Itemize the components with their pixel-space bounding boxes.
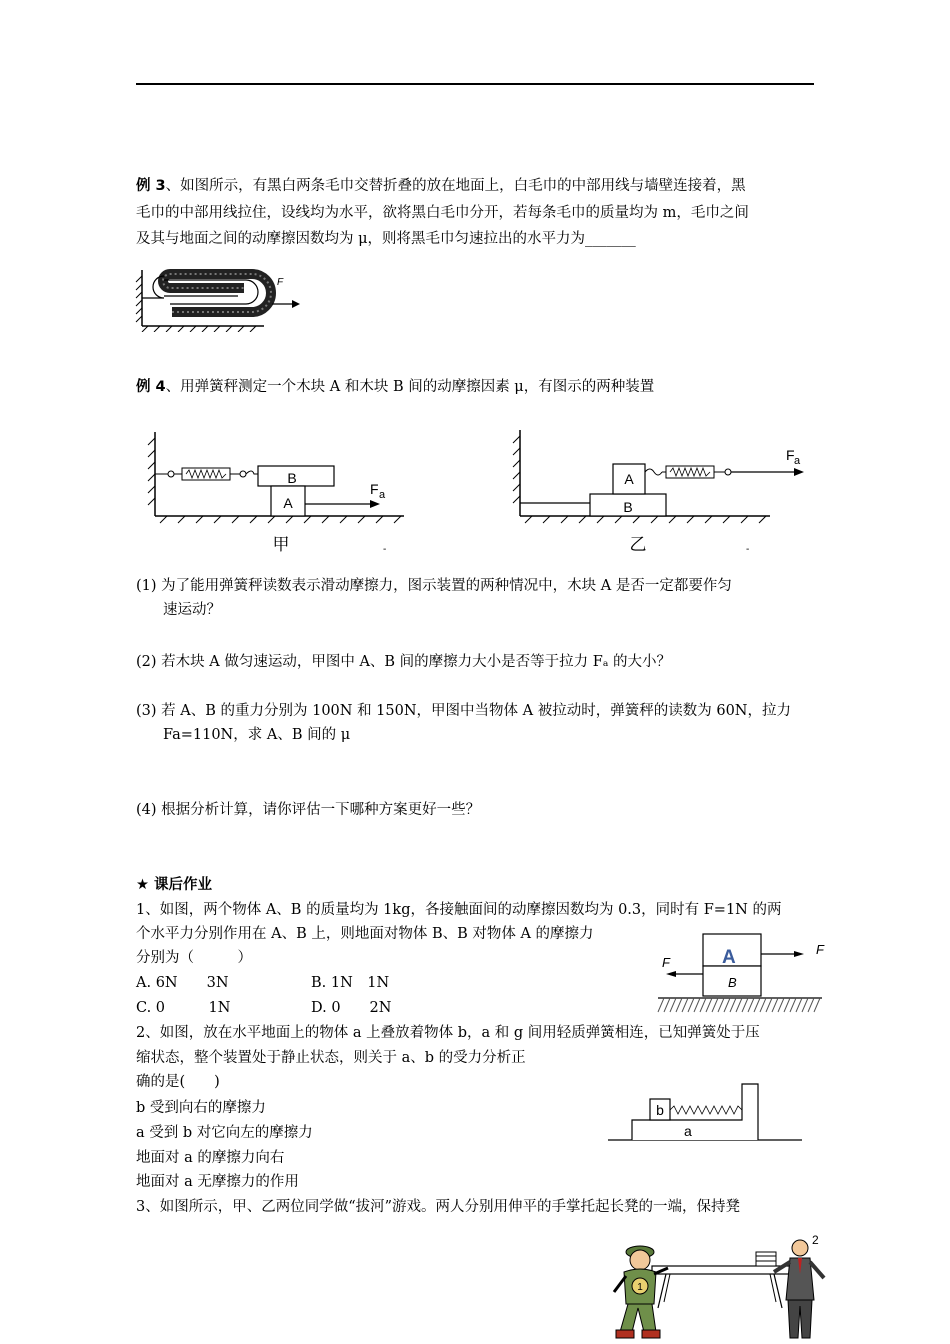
hw2-block-b: b <box>656 1102 664 1118</box>
hw1-option-b: B. 1N 1N <box>311 975 390 991</box>
ex4-line-1: 例 4、用弹簧秤测定一个木块 A 和木块 B 间的动摩擦因素 μ，有图示的两种装置 <box>136 379 655 395</box>
hw2-line-3: 确的是( ) <box>136 1074 220 1090</box>
ex4-q1-line-1: (1) 为了能用弹簧秤读数表示滑动摩擦力，图示装置的两种情况中，木块 A 是否一定都要作匀 <box>136 578 732 594</box>
yi-dash: - <box>746 544 750 555</box>
hw1-line-3: 分别为（ ） <box>136 950 252 966</box>
tug-of-war-figure <box>610 1234 840 1344</box>
hw2-block-a: a <box>684 1123 692 1139</box>
jia-force-label: F <box>370 481 379 497</box>
person-1-number: 1 <box>637 1282 643 1293</box>
hw1-line-2: 个水平力分别作用在 A、B 上，则地面对物体 B、B 对物体 A 的摩擦力 <box>136 926 594 942</box>
towel-figure <box>134 266 304 332</box>
yi-block-a: A <box>624 471 634 487</box>
ex3-line-1: 例 3、如图所示，有黑白两条毛巾交替折叠的放在地面上，白毛巾的中部用线与墙壁连接着，黑 <box>136 178 746 194</box>
ex4-q3-line-2: Fa=110N，求 A、B 间的 μ <box>163 727 351 743</box>
person-1 <box>614 1246 668 1338</box>
jia-block-a: A <box>283 495 293 511</box>
header-rule <box>136 83 814 85</box>
towel-force-label: F <box>277 277 284 288</box>
ex4-q2: (2) 若木块 A 做匀速运动，甲图中 A、B 间的摩擦力大小是否等于拉力 Fₐ 的大小？ <box>136 654 672 670</box>
homework-title: ★ 课后作业 <box>136 877 213 893</box>
person-2-number: 2 <box>812 1234 819 1247</box>
yi-force-sub: a <box>794 455 801 467</box>
hw1-option-a: A. 6N 3N <box>136 975 229 991</box>
yi-block-b: B <box>623 499 633 515</box>
hw1-force-right: F <box>816 942 824 957</box>
hw3-line-1: 3、如图所示，甲、乙两位同学做“拔河”游戏。两人分别用伸平的手掌托起长凳的一端，保持凳 <box>136 1199 741 1215</box>
hw1-line-1: 1、如图，两个物体 A、B 的质量均为 1kg，各接触面间的动摩擦因数均为 0.3，同时有 F=1N 的两 <box>136 902 782 918</box>
jia-caption: 甲 <box>272 535 290 554</box>
hw2-figure <box>606 1080 806 1144</box>
hw1-option-d: D. 0 2N <box>311 1000 392 1016</box>
ex4-q1-line-2: 速运动？ <box>163 602 221 618</box>
hw2-line-2: 缩状态，整个装置处于静止状态，则关于 a、b 的受力分析正 <box>136 1050 526 1066</box>
jia-force-sub: a <box>379 489 386 501</box>
person-2 <box>774 1234 824 1338</box>
ex4-label: 例 4 <box>136 379 166 395</box>
hw2-option-3: 地面对 a 的摩擦力向右 <box>136 1150 285 1166</box>
hw1-block-a: A <box>722 947 736 968</box>
hw1-option-c: C. 0 1N <box>136 1000 231 1016</box>
hw2-option-2: a 受到 b 对它向左的摩擦力 <box>136 1125 313 1141</box>
apparatus-yi <box>508 424 808 556</box>
ex4-q3-line-1: (3) 若 A、B 的重力分别为 100N 和 150N，甲图中当物体 A 被拉动时，弹簧秤的读数为 60N，拉力 <box>136 703 791 719</box>
yi-caption: 乙 <box>629 535 647 554</box>
hw1-figure <box>656 926 828 1016</box>
hw1-force-left: F <box>662 955 670 970</box>
apparatus-jia <box>140 424 410 556</box>
hw2-line-1: 2、如图，放在水平地面上的物体 a 上叠放着物体 b，a 和 g 间用轻质弹簧相连，已知弹簧处于压 <box>136 1025 760 1041</box>
hw2-option-1: b 受到向右的摩擦力 <box>136 1100 266 1116</box>
ex3-line-2: 毛巾的中部用线拉住，设线均为水平，欲将黑白毛巾分开，若每条毛巾的质量均为 m，毛巾之间 <box>136 205 749 221</box>
ex3-label: 例 3 <box>136 178 166 194</box>
hw1-block-b: B <box>728 975 737 990</box>
yi-force-label: F <box>786 447 795 463</box>
ex4-q4: (4) 根据分析计算，请你评估一下哪种方案更好一些？ <box>136 802 481 818</box>
jia-dash: - <box>383 544 387 555</box>
hw2-option-4: 地面对 a 无摩擦力的作用 <box>136 1174 299 1190</box>
ex3-line-3: 及其与地面之间的动摩擦因数均为 μ，则将黑毛巾匀速拉出的水平力为_______ <box>136 231 636 247</box>
jia-block-b: B <box>287 470 297 486</box>
